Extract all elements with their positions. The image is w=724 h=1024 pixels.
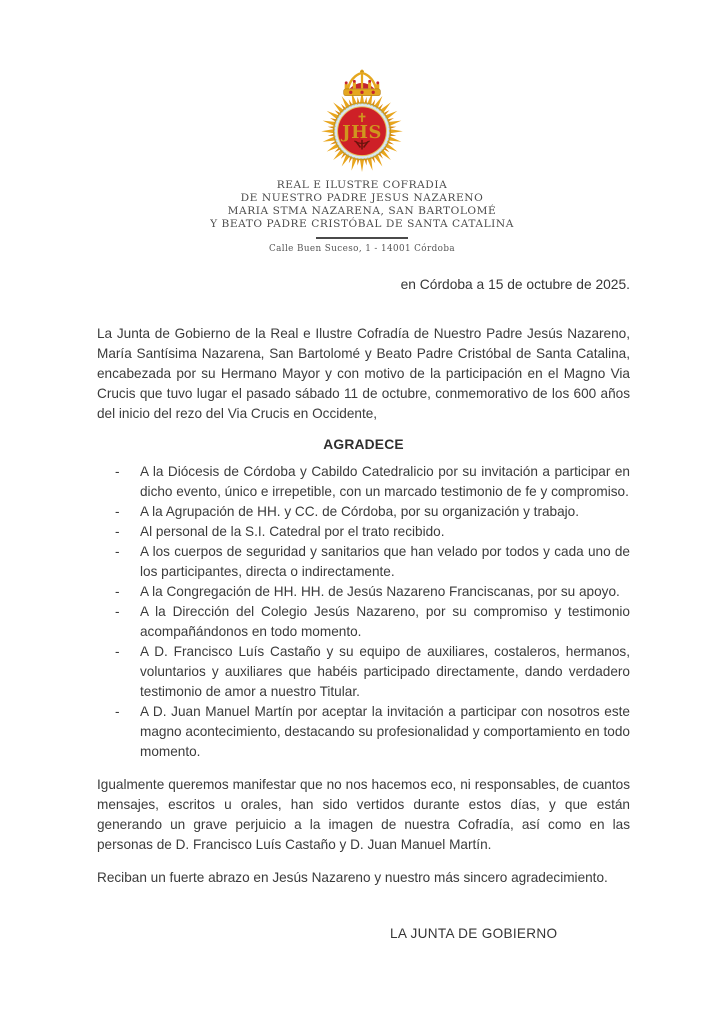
list-item [97,702,630,762]
bullet-dash: - [115,704,120,719]
list-item-text: A los cuerpos de seguridad y sanitarios que han velado por todos y cada uno de los participantes, directa o indirectamente. [140,544,630,579]
list-item-text: A D. Francisco Luís Castaño y su equipo de auxiliares, costaleros, hermanos, voluntarios y auxiliares que habéis participado directamente, dando verdadero testimonio de amor a nuestro Titular. [140,644,630,699]
farewell-paragraph: Reciban un fuerte abrazo en Jesús Nazareno y nuestro más sincero agradecimiento. [97,870,608,885]
jhs-medallion [333,102,391,160]
list-item [97,522,630,542]
cofradia-sunburst-emblem-icon [307,66,417,172]
letter-body [0,275,724,944]
closing-paragraph: Igualmente queremos manifestar que no nos hacemos eco, ni responsables, de cuantos mensajes, escritos u orales, han sido vertidos durante estos días, y que están generando un grave perjuicio a la imagen de nuestra Cofradía, así como en las personas de D. Francisco Luís Castaño y D. Juan Manuel Martín. [97,777,630,852]
list-item [97,602,630,642]
bullet-dash: - [115,524,120,539]
bullet-dash: - [115,464,120,479]
bullet-dash: - [115,584,120,599]
list-item [97,642,630,702]
letterhead-divider [316,237,408,239]
list-item-text: Al personal de la S.I. Catedral por el trato recibido. [140,524,445,539]
bullet-dash: - [115,504,120,519]
list-item [97,542,630,582]
bullet-dash: - [115,544,120,559]
svg-text:JHS: JHS [342,121,382,143]
agradece-heading: AGRADECE [323,437,404,452]
letterhead [0,0,724,254]
list-item-text: A la Diócesis de Córdoba y Cabildo Catedralicio por su invitación a participar en dicho evento, único e irrepetible, con un marcado testimonio de fe y compromiso. [140,464,630,499]
list-item [97,582,630,602]
list-item-text: A la Dirección del Colegio Jesús Nazareno, por su compromiso y testimonio acompañándonos en todo momento. [140,604,630,639]
list-item-text: A la Agrupación de HH. y CC. de Córdoba, por su organización y trabajo. [140,504,580,519]
org-name-block [0,179,724,231]
bullet-dash: - [115,604,120,619]
bullet-dash: - [115,644,120,659]
org-name-line: REAL E ILUSTRE COFRADIA [276,179,448,191]
list-item [97,462,630,502]
intro-paragraph: La Junta de Gobierno de la Real e Ilustre Cofradía de Nuestro Padre Jesús Nazareno, María Santísima Nazarena, San Bartolomé y Beato Padre Cristóbal de Santa Catalina, encabezada por su Hermano Mayor y con motivo de la participación en el Magno Via Crucis que tuvo lugar el pasado sábado 11 de octubre, conmemorativo de los 600 años del inicio del rezo del Via Crucis en Occidente, [97,326,630,421]
crown-icon [344,70,381,96]
org-name-line: Y BEATO PADRE CRISTÓBAL DE SANTA CATALINA [210,218,514,230]
list-item-text: A D. Juan Manuel Martín por aceptar la invitación a participar con nosotros este magno acontecimiento, destacando su profesionalidad y comportamiento en todo momento. [140,704,630,759]
dateline: en Córdoba a 15 de octubre de 2025. [400,277,630,292]
org-name-line: DE NUESTRO PADRE JESUS NAZARENO [240,192,484,204]
signature-block: LA JUNTA DE GOBIERNO [390,926,558,941]
acknowledgements-list [97,462,630,762]
list-item-text: A la Congregación de HH. HH. de Jesús Nazareno Franciscanas, por su apoyo. [140,584,620,599]
org-name-line: MARIA STMA NAZARENA, SAN BARTOLOMÉ [227,205,497,217]
org-address: Calle Buen Suceso, 1 - 14001 Córdoba [268,244,455,254]
list-item [97,502,630,522]
